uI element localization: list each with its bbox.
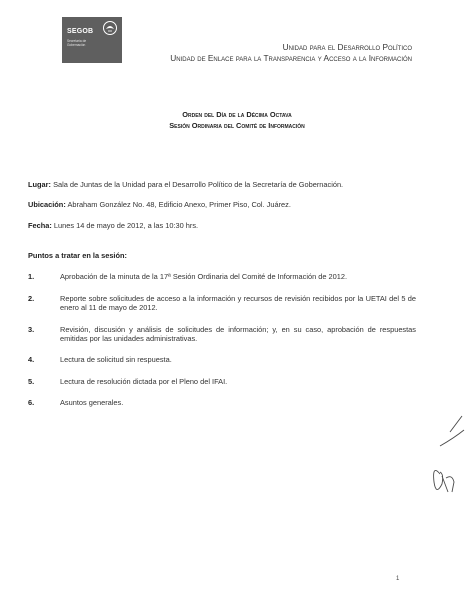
logo-subtitle: Secretaría de Gobernación [67,39,87,47]
agenda-item-text: Lectura de solicitud sin respuesta. [60,355,172,364]
header-liaison-unit: Unidad de Enlace para la Transparencia y Acceso a la Información [170,53,412,63]
agenda-item-number: 5. [28,377,35,386]
location-label: Ubicación: [28,200,66,209]
agenda-item [28,294,416,313]
agenda-item-number: 6. [28,398,35,407]
agenda-item-text: Asuntos generales. [60,398,124,407]
agenda-item [28,355,416,364]
agenda-item-number: 2. [28,294,35,303]
place-line [28,180,343,189]
agenda-item [28,377,416,386]
location-value: Abraham González No. 48, Edificio Anexo, Primer Piso, Col. Juárez. [67,200,291,209]
agenda-item-text: Lectura de resolución dictada por el Pleno del IFAI. [60,377,228,386]
handwritten-signature-icon [410,412,465,502]
place-label: Lugar: [28,180,51,189]
agenda-item-text: Aprobación de la minuta de la 17ª Sesión Ordinaria del Comité de Información de 2012. [60,272,348,281]
date-label: Fecha: [28,221,52,230]
eagle-seal-icon [102,20,118,36]
agenda-item-number: 4. [28,355,35,364]
page-number: 1 [396,576,400,582]
logo-brand: SEGOB [67,28,94,35]
agenda-item-number: 1. [28,272,35,281]
agenda-item-number: 3. [28,325,35,334]
agenda-item-text: Reporte sobre solicitudes de acceso a la información y recursos de revisión recibidos por la UETAI del 5 de enero al 11 de mayo de 2012. [60,294,416,313]
agenda-item [28,398,416,407]
location-line [28,200,291,209]
segob-logo [62,17,122,63]
date-line [28,221,198,230]
document-subtitle: Sesión Ordinaria del Comité de Información [169,121,305,130]
header-unit: Unidad para el Desarrollo Político [282,42,412,52]
agenda-item [28,272,416,281]
agenda-item-text: Revisión, discusión y análisis de solicitudes de información; y, en su caso, aprobación de respuestas emitidas por las unidades administrativas. [60,325,416,344]
place-value: Sala de Juntas de la Unidad para el Desarrollo Político de la Secretaría de Gobernación. [53,180,344,189]
document-title: Orden del Día de la Décima Octava [182,110,292,119]
agenda-item [28,325,416,344]
agenda-heading: Puntos a tratar en la sesión: [28,251,127,260]
date-value: Lunes 14 de mayo de 2012, a las 10:30 hrs. [53,221,199,230]
